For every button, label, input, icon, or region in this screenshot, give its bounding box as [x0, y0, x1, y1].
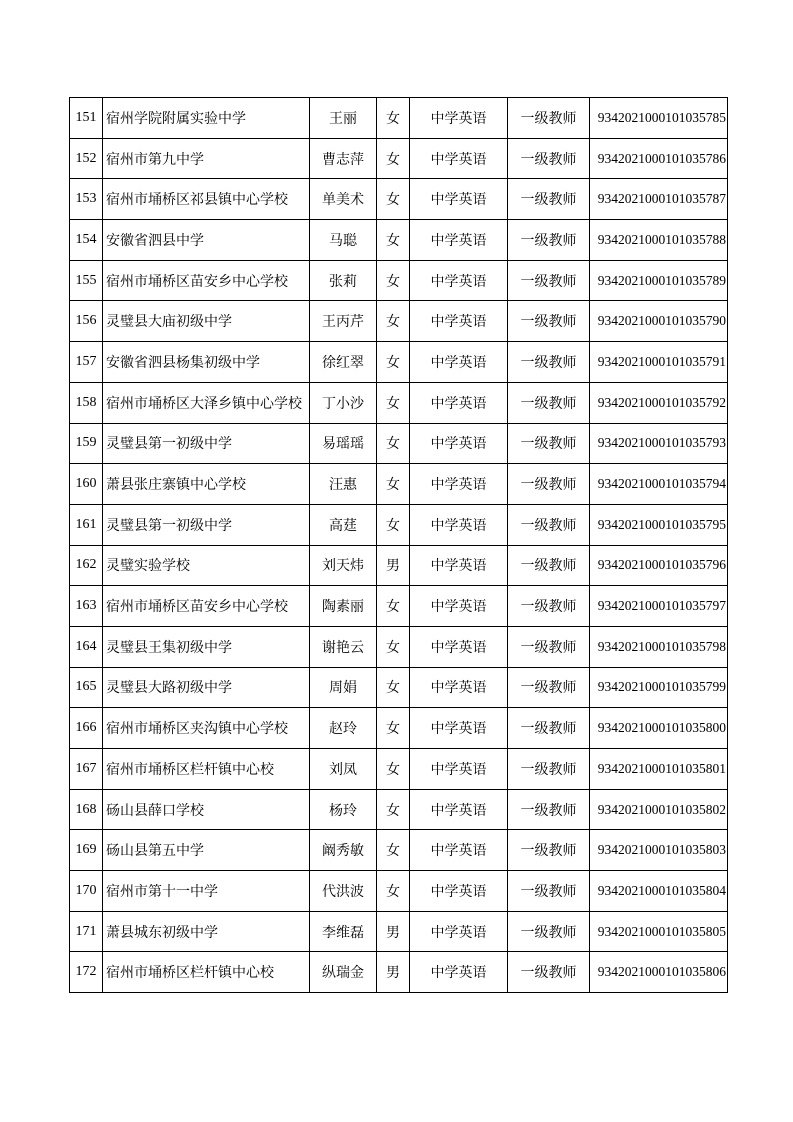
certificate-number-cell: 9342021000101035794	[590, 464, 728, 505]
row-number-cell: 171	[70, 911, 103, 952]
teacher-name-cell: 丁小沙	[310, 382, 377, 423]
subject-cell: 中学英语	[410, 749, 508, 790]
row-number-cell: 168	[70, 789, 103, 830]
school-name-cell: 灵璧县第一初级中学	[103, 504, 310, 545]
table-row	[70, 220, 728, 261]
title-level-cell: 一级教师	[508, 179, 590, 220]
gender-cell: 女	[377, 626, 410, 667]
subject-cell: 中学英语	[410, 586, 508, 627]
row-number-cell: 152	[70, 138, 103, 179]
table-row	[70, 545, 728, 586]
certificate-number-cell: 9342021000101035786	[590, 138, 728, 179]
title-level-cell: 一级教师	[508, 98, 590, 139]
table-row	[70, 626, 728, 667]
teacher-name-cell: 马聪	[310, 220, 377, 261]
school-name-cell: 萧县城东初级中学	[103, 911, 310, 952]
table-body	[70, 98, 728, 993]
row-number-cell: 166	[70, 708, 103, 749]
table-row	[70, 504, 728, 545]
subject-cell: 中学英语	[410, 789, 508, 830]
teacher-name-cell: 周娟	[310, 667, 377, 708]
school-name-cell: 宿州市埇桥区栏杆镇中心校	[103, 749, 310, 790]
table-row	[70, 667, 728, 708]
school-name-cell: 灵璧县第一初级中学	[103, 423, 310, 464]
gender-cell: 女	[377, 830, 410, 871]
school-name-cell: 灵璧县王集初级中学	[103, 626, 310, 667]
row-number-cell: 165	[70, 667, 103, 708]
subject-cell: 中学英语	[410, 830, 508, 871]
subject-cell: 中学英语	[410, 382, 508, 423]
subject-cell: 中学英语	[410, 626, 508, 667]
teacher-name-cell: 赵玲	[310, 708, 377, 749]
row-number-cell: 156	[70, 301, 103, 342]
row-number-cell: 170	[70, 871, 103, 912]
table-row	[70, 586, 728, 627]
title-level-cell: 一级教师	[508, 626, 590, 667]
row-number-cell: 172	[70, 952, 103, 993]
gender-cell: 女	[377, 220, 410, 261]
school-name-cell: 萧县张庄寨镇中心学校	[103, 464, 310, 505]
table-row	[70, 382, 728, 423]
certificate-number-cell: 9342021000101035801	[590, 749, 728, 790]
title-level-cell: 一级教师	[508, 952, 590, 993]
certificate-number-cell: 9342021000101035792	[590, 382, 728, 423]
title-level-cell: 一级教师	[508, 423, 590, 464]
title-level-cell: 一级教师	[508, 260, 590, 301]
table-row	[70, 830, 728, 871]
title-level-cell: 一级教师	[508, 504, 590, 545]
row-number-cell: 164	[70, 626, 103, 667]
school-name-cell: 宿州学院附属实验中学	[103, 98, 310, 139]
table-row	[70, 952, 728, 993]
title-level-cell: 一级教师	[508, 342, 590, 383]
row-number-cell: 159	[70, 423, 103, 464]
table-row	[70, 789, 728, 830]
teacher-name-cell: 陶素丽	[310, 586, 377, 627]
school-name-cell: 灵璧县大路初级中学	[103, 667, 310, 708]
gender-cell: 女	[377, 301, 410, 342]
certificate-number-cell: 9342021000101035804	[590, 871, 728, 912]
subject-cell: 中学英语	[410, 464, 508, 505]
certificate-number-cell: 9342021000101035798	[590, 626, 728, 667]
table-row	[70, 301, 728, 342]
gender-cell: 女	[377, 789, 410, 830]
teacher-name-cell: 单美术	[310, 179, 377, 220]
row-number-cell: 163	[70, 586, 103, 627]
gender-cell: 女	[377, 586, 410, 627]
subject-cell: 中学英语	[410, 138, 508, 179]
row-number-cell: 167	[70, 749, 103, 790]
certificate-number-cell: 9342021000101035788	[590, 220, 728, 261]
table-row	[70, 423, 728, 464]
row-number-cell: 153	[70, 179, 103, 220]
school-name-cell: 宿州市埇桥区苗安乡中心学校	[103, 260, 310, 301]
gender-cell: 女	[377, 464, 410, 505]
teacher-name-cell: 代洪波	[310, 871, 377, 912]
row-number-cell: 161	[70, 504, 103, 545]
teacher-name-cell: 汪惠	[310, 464, 377, 505]
teacher-name-cell: 刘天炜	[310, 545, 377, 586]
row-number-cell: 160	[70, 464, 103, 505]
school-name-cell: 砀山县薛口学校	[103, 789, 310, 830]
subject-cell: 中学英语	[410, 911, 508, 952]
certificate-number-cell: 9342021000101035800	[590, 708, 728, 749]
title-level-cell: 一级教师	[508, 464, 590, 505]
certificate-number-cell: 9342021000101035793	[590, 423, 728, 464]
teacher-list-table	[69, 97, 728, 993]
teacher-name-cell: 刘凤	[310, 749, 377, 790]
certificate-number-cell: 9342021000101035797	[590, 586, 728, 627]
table-row	[70, 464, 728, 505]
school-name-cell: 宿州市第九中学	[103, 138, 310, 179]
school-name-cell: 灵璧县大庙初级中学	[103, 301, 310, 342]
teacher-name-cell: 高莛	[310, 504, 377, 545]
title-level-cell: 一级教师	[508, 789, 590, 830]
gender-cell: 女	[377, 382, 410, 423]
table-row	[70, 342, 728, 383]
subject-cell: 中学英语	[410, 504, 508, 545]
title-level-cell: 一级教师	[508, 301, 590, 342]
table-row	[70, 911, 728, 952]
certificate-number-cell: 9342021000101035803	[590, 830, 728, 871]
row-number-cell: 169	[70, 830, 103, 871]
table-row	[70, 98, 728, 139]
certificate-number-cell: 9342021000101035805	[590, 911, 728, 952]
teacher-name-cell: 易瑶瑶	[310, 423, 377, 464]
title-level-cell: 一级教师	[508, 749, 590, 790]
gender-cell: 女	[377, 423, 410, 464]
subject-cell: 中学英语	[410, 342, 508, 383]
school-name-cell: 砀山县第五中学	[103, 830, 310, 871]
teacher-name-cell: 王丽	[310, 98, 377, 139]
title-level-cell: 一级教师	[508, 830, 590, 871]
gender-cell: 男	[377, 545, 410, 586]
gender-cell: 女	[377, 504, 410, 545]
table-row	[70, 260, 728, 301]
subject-cell: 中学英语	[410, 667, 508, 708]
subject-cell: 中学英语	[410, 179, 508, 220]
subject-cell: 中学英语	[410, 98, 508, 139]
row-number-cell: 155	[70, 260, 103, 301]
subject-cell: 中学英语	[410, 708, 508, 749]
subject-cell: 中学英语	[410, 952, 508, 993]
gender-cell: 女	[377, 98, 410, 139]
row-number-cell: 157	[70, 342, 103, 383]
school-name-cell: 宿州市第十一中学	[103, 871, 310, 912]
gender-cell: 男	[377, 952, 410, 993]
gender-cell: 男	[377, 911, 410, 952]
table-row	[70, 138, 728, 179]
certificate-number-cell: 9342021000101035789	[590, 260, 728, 301]
school-name-cell: 宿州市埇桥区苗安乡中心学校	[103, 586, 310, 627]
gender-cell: 女	[377, 138, 410, 179]
title-level-cell: 一级教师	[508, 382, 590, 423]
title-level-cell: 一级教师	[508, 138, 590, 179]
certificate-number-cell: 9342021000101035790	[590, 301, 728, 342]
teacher-name-cell: 张莉	[310, 260, 377, 301]
title-level-cell: 一级教师	[508, 586, 590, 627]
title-level-cell: 一级教师	[508, 545, 590, 586]
title-level-cell: 一级教师	[508, 667, 590, 708]
school-name-cell: 宿州市埇桥区祁县镇中心学校	[103, 179, 310, 220]
teacher-name-cell: 阚秀敏	[310, 830, 377, 871]
certificate-number-cell: 9342021000101035802	[590, 789, 728, 830]
subject-cell: 中学英语	[410, 423, 508, 464]
title-level-cell: 一级教师	[508, 220, 590, 261]
teacher-name-cell: 李维磊	[310, 911, 377, 952]
title-level-cell: 一级教师	[508, 871, 590, 912]
school-name-cell: 安徽省泗县杨集初级中学	[103, 342, 310, 383]
teacher-name-cell: 纵瑞金	[310, 952, 377, 993]
teacher-name-cell: 王丙芹	[310, 301, 377, 342]
school-name-cell: 灵璧实验学校	[103, 545, 310, 586]
table-row	[70, 179, 728, 220]
subject-cell: 中学英语	[410, 301, 508, 342]
title-level-cell: 一级教师	[508, 911, 590, 952]
certificate-number-cell: 9342021000101035806	[590, 952, 728, 993]
title-level-cell: 一级教师	[508, 708, 590, 749]
row-number-cell: 158	[70, 382, 103, 423]
gender-cell: 女	[377, 260, 410, 301]
subject-cell: 中学英语	[410, 871, 508, 912]
certificate-number-cell: 9342021000101035795	[590, 504, 728, 545]
gender-cell: 女	[377, 342, 410, 383]
subject-cell: 中学英语	[410, 260, 508, 301]
table-row	[70, 871, 728, 912]
row-number-cell: 151	[70, 98, 103, 139]
subject-cell: 中学英语	[410, 220, 508, 261]
gender-cell: 女	[377, 749, 410, 790]
row-number-cell: 162	[70, 545, 103, 586]
row-number-cell: 154	[70, 220, 103, 261]
school-name-cell: 宿州市埇桥区栏杆镇中心校	[103, 952, 310, 993]
subject-cell: 中学英语	[410, 545, 508, 586]
certificate-number-cell: 9342021000101035787	[590, 179, 728, 220]
teacher-name-cell: 谢艳云	[310, 626, 377, 667]
school-name-cell: 宿州市埇桥区大泽乡镇中心学校	[103, 382, 310, 423]
school-name-cell: 宿州市埇桥区夹沟镇中心学校	[103, 708, 310, 749]
table-row	[70, 749, 728, 790]
gender-cell: 女	[377, 179, 410, 220]
certificate-number-cell: 9342021000101035796	[590, 545, 728, 586]
gender-cell: 女	[377, 708, 410, 749]
teacher-name-cell: 徐红翠	[310, 342, 377, 383]
table-row	[70, 708, 728, 749]
certificate-number-cell: 9342021000101035791	[590, 342, 728, 383]
school-name-cell: 安徽省泗县中学	[103, 220, 310, 261]
teacher-name-cell: 曹志萍	[310, 138, 377, 179]
gender-cell: 女	[377, 667, 410, 708]
certificate-number-cell: 9342021000101035785	[590, 98, 728, 139]
teacher-name-cell: 杨玲	[310, 789, 377, 830]
certificate-number-cell: 9342021000101035799	[590, 667, 728, 708]
gender-cell: 女	[377, 871, 410, 912]
